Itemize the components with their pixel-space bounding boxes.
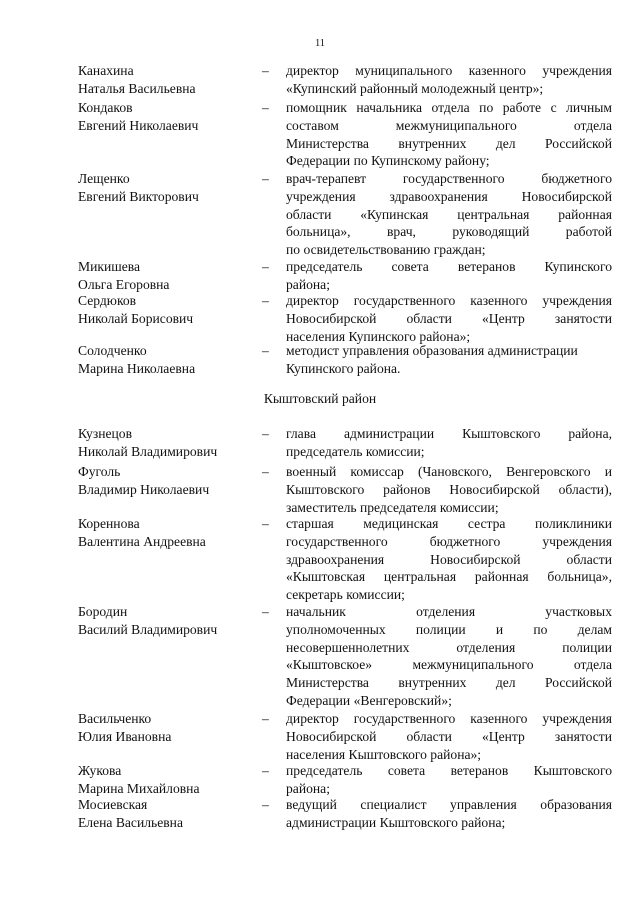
member-position xyxy=(286,796,612,832)
member-position xyxy=(286,463,612,516)
member-given-names: Евгений Викторович xyxy=(78,188,199,204)
position-line: по освидетельствованию граждан; xyxy=(286,242,486,258)
member-name xyxy=(78,515,258,551)
member-given-names: Марина Михайловна xyxy=(78,780,200,796)
member-position xyxy=(286,603,612,710)
position-line: председатель совета ветеранов Купинского xyxy=(286,259,612,274)
member-position xyxy=(286,292,612,345)
position-line: Федерации по Купинскому району; xyxy=(286,153,490,169)
member-name xyxy=(78,603,258,639)
position-line: Министерства внутренних дел Российской xyxy=(286,135,612,151)
position-line: секретарь комиссии; xyxy=(286,587,405,603)
member-given-names: Юлия Ивановна xyxy=(78,728,172,744)
member-name xyxy=(78,762,258,798)
position-line: Кыштовского районов Новосибирской области), xyxy=(286,481,612,497)
position-line: «Купинский районный молодежный центр»; xyxy=(286,80,544,96)
member-given-names: Николай Борисович xyxy=(78,310,194,326)
position-line: военный комиссар (Чановского, Венгеровского и xyxy=(286,464,612,479)
dash-separator: – xyxy=(262,763,269,778)
position-line: района; xyxy=(286,780,330,796)
section-heading: Кыштовский район xyxy=(263,391,377,406)
position-line: Министерства внутренних дел Российской xyxy=(286,675,612,691)
dash-separator: – xyxy=(262,797,269,812)
position-line: уполномоченных полиции и по делам xyxy=(286,621,612,637)
position-line: заместитель председателя комиссии; xyxy=(286,499,499,515)
position-line: района; xyxy=(286,276,330,292)
dash-separator: – xyxy=(262,171,269,186)
dash-separator: – xyxy=(262,293,269,308)
member-name xyxy=(78,258,258,294)
member-position xyxy=(286,425,612,461)
position-line: председатель совета ветеранов Кыштовского xyxy=(286,763,612,778)
position-line: директор государственного казенного учреждения xyxy=(286,711,612,726)
position-line: несовершеннолетних отделения полиции xyxy=(286,639,612,655)
member-given-names: Василий Владимирович xyxy=(78,621,218,637)
member-position xyxy=(286,170,612,259)
member-surname: Лещенко xyxy=(78,171,130,186)
member-name xyxy=(78,425,258,461)
position-line: Новосибирской области «Центр занятости xyxy=(286,728,612,744)
member-position xyxy=(286,258,612,294)
member-name xyxy=(78,99,258,135)
position-line: населения Купинского района»; xyxy=(286,328,471,344)
member-name xyxy=(78,796,258,832)
member-surname: Кондаков xyxy=(78,100,133,115)
member-surname: Бородин xyxy=(78,604,128,619)
member-surname: Микишева xyxy=(78,259,141,274)
member-given-names: Валентина Андреевна xyxy=(78,533,206,549)
position-line: здравоохранения Новосибирской области xyxy=(286,551,612,567)
dash-separator: – xyxy=(262,343,269,358)
position-line: государственного бюджетного учреждения xyxy=(286,533,612,549)
position-line: директор муниципального казенного учреждения xyxy=(286,63,612,78)
member-name xyxy=(78,710,258,746)
dash-separator: – xyxy=(262,604,269,619)
member-surname: Кореннова xyxy=(78,516,140,531)
member-surname: Канахина xyxy=(78,63,134,78)
member-surname: Солодченко xyxy=(78,343,147,358)
member-position xyxy=(286,62,612,98)
member-name xyxy=(78,62,258,98)
position-line: составом межмуниципального отдела xyxy=(286,117,612,133)
member-given-names: Ольга Егоровна xyxy=(78,276,170,292)
position-line: Новосибирской области «Центр занятости xyxy=(286,310,612,326)
member-position xyxy=(286,515,612,604)
dash-separator: – xyxy=(262,63,269,78)
position-line: методист управления образования администрации xyxy=(286,343,578,358)
member-surname: Жукова xyxy=(78,763,122,778)
position-line: врач-терапевт государственного бюджетного xyxy=(286,171,612,186)
member-surname: Сердюков xyxy=(78,293,137,308)
position-line: старшая медицинская сестра поликлиники xyxy=(286,516,612,531)
position-line: администрации Кыштовского района; xyxy=(286,814,506,830)
dash-separator: – xyxy=(262,464,269,479)
dash-separator: – xyxy=(262,516,269,531)
member-surname: Васильченко xyxy=(78,711,152,726)
position-line: области «Купинская центральная районная xyxy=(286,206,612,222)
dash-separator: – xyxy=(262,259,269,274)
dash-separator: – xyxy=(262,100,269,115)
member-position xyxy=(286,99,612,170)
position-line: председатель комиссии; xyxy=(286,443,425,459)
member-position xyxy=(286,342,612,378)
member-given-names: Евгений Николаевич xyxy=(78,117,199,133)
member-name xyxy=(78,292,258,328)
position-line: населения Кыштовского района»; xyxy=(286,746,482,762)
member-given-names: Николай Владимирович xyxy=(78,443,218,459)
position-line: учреждения здравоохранения Новосибирской xyxy=(286,188,612,204)
member-position xyxy=(286,762,612,798)
member-surname: Кузнецов xyxy=(78,426,133,441)
member-name xyxy=(78,170,258,206)
member-surname: Фуголь xyxy=(78,464,121,479)
dash-separator: – xyxy=(262,426,269,441)
member-surname: Мосиевская xyxy=(78,797,148,812)
position-line: Федерации «Венгеровский»; xyxy=(286,692,452,708)
position-line: глава администрации Кыштовского района, xyxy=(286,426,612,441)
position-line: «Кыштовская центральная районная больница», xyxy=(286,569,612,585)
member-name xyxy=(78,463,258,499)
member-given-names: Наталья Васильевна xyxy=(78,80,196,96)
position-line: Купинского района. xyxy=(286,360,401,376)
member-position xyxy=(286,710,612,763)
position-line: больница», врач, руководящий работой xyxy=(286,224,612,240)
member-given-names: Елена Васильевна xyxy=(78,814,183,830)
page-number: 11 xyxy=(314,38,326,49)
position-line: ведущий специалист управления образования xyxy=(286,797,612,812)
member-given-names: Владимир Николаевич xyxy=(78,481,210,497)
member-name xyxy=(78,342,258,378)
position-line: начальник отделения участковых xyxy=(286,604,612,619)
position-line: помощник начальника отдела по работе с личным xyxy=(286,100,612,115)
position-line: «Кыштовское» межмуниципального отдела xyxy=(286,657,612,673)
member-given-names: Марина Николаевна xyxy=(78,360,196,376)
position-line: директор государственного казенного учреждения xyxy=(286,293,612,308)
dash-separator: – xyxy=(262,711,269,726)
